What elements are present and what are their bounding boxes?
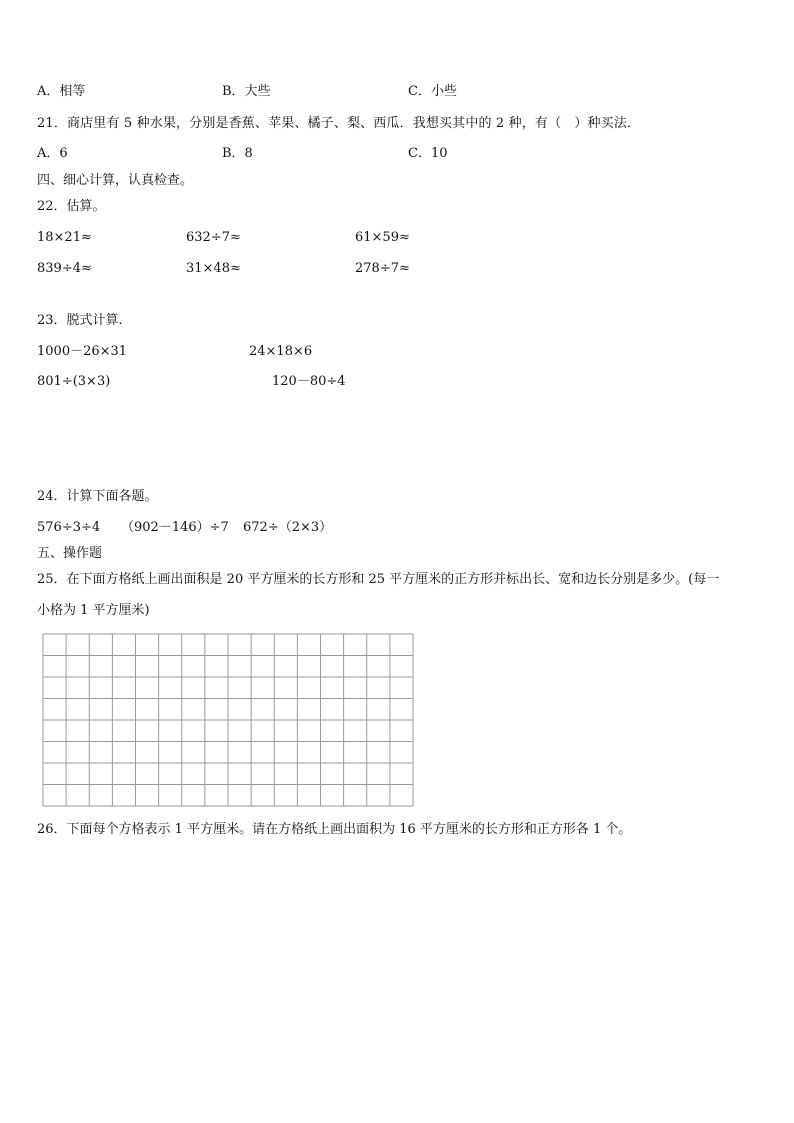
q25-question-line1: 25．在下面方格纸上画出面积是 20 平方厘米的长方形和 25 平方厘米的正方形并标出长、宽和边长分别是多少。(每一 [37, 572, 720, 587]
q21-option-a: A．6 [37, 146, 68, 161]
q23-item: 120－80÷4 [272, 374, 346, 389]
q22-item: 31×48≈ [186, 261, 241, 276]
q24-item: 672÷（2×3） [243, 520, 333, 535]
q20-option-c: C．小些 [408, 84, 457, 99]
q23-item: 801÷(3×3) [37, 374, 111, 389]
q21-question: 21．商店里有 5 种水果，分别是香蕉、苹果、橘子、梨、西瓜．我想买其中的 2 种，有（ ）种买法． [37, 116, 641, 131]
q23-title: 23．脱式计算. [37, 313, 123, 328]
q22-title: 22．估算。 [37, 199, 106, 214]
q20-option-b: B．大些 [222, 84, 271, 99]
q21-option-b: B．8 [222, 146, 253, 161]
q22-item: 61×59≈ [355, 230, 410, 245]
q21-option-c: C．10 [408, 146, 448, 161]
q22-item: 278÷7≈ [355, 261, 410, 276]
q24-item: （902－146）÷7 [121, 520, 229, 535]
q23-item: 24×18×6 [249, 344, 313, 359]
q25-question-line2: 小格为 1 平方厘米) [37, 603, 150, 618]
q24-title: 24．计算下面各题。 [37, 489, 158, 504]
section-4-title: 四、细心计算，认真检查。 [37, 173, 194, 188]
q22-item: 18×21≈ [37, 230, 92, 245]
q26-question: 26．下面每个方格表示 1 平方厘米。请在方格纸上画出面积为 16 平方厘米的长方形和正方形各 1 个。 [37, 822, 632, 837]
q22-item: 632÷7≈ [186, 230, 241, 245]
q23-item: 1000－26×31 [37, 344, 128, 359]
q20-option-a: A．相等 [37, 84, 86, 99]
q22-item: 839÷4≈ [37, 261, 92, 276]
section-5-title: 五、操作题 [37, 546, 103, 561]
q24-item: 576÷3÷4 [37, 520, 101, 535]
grid-paper [42, 633, 414, 807]
